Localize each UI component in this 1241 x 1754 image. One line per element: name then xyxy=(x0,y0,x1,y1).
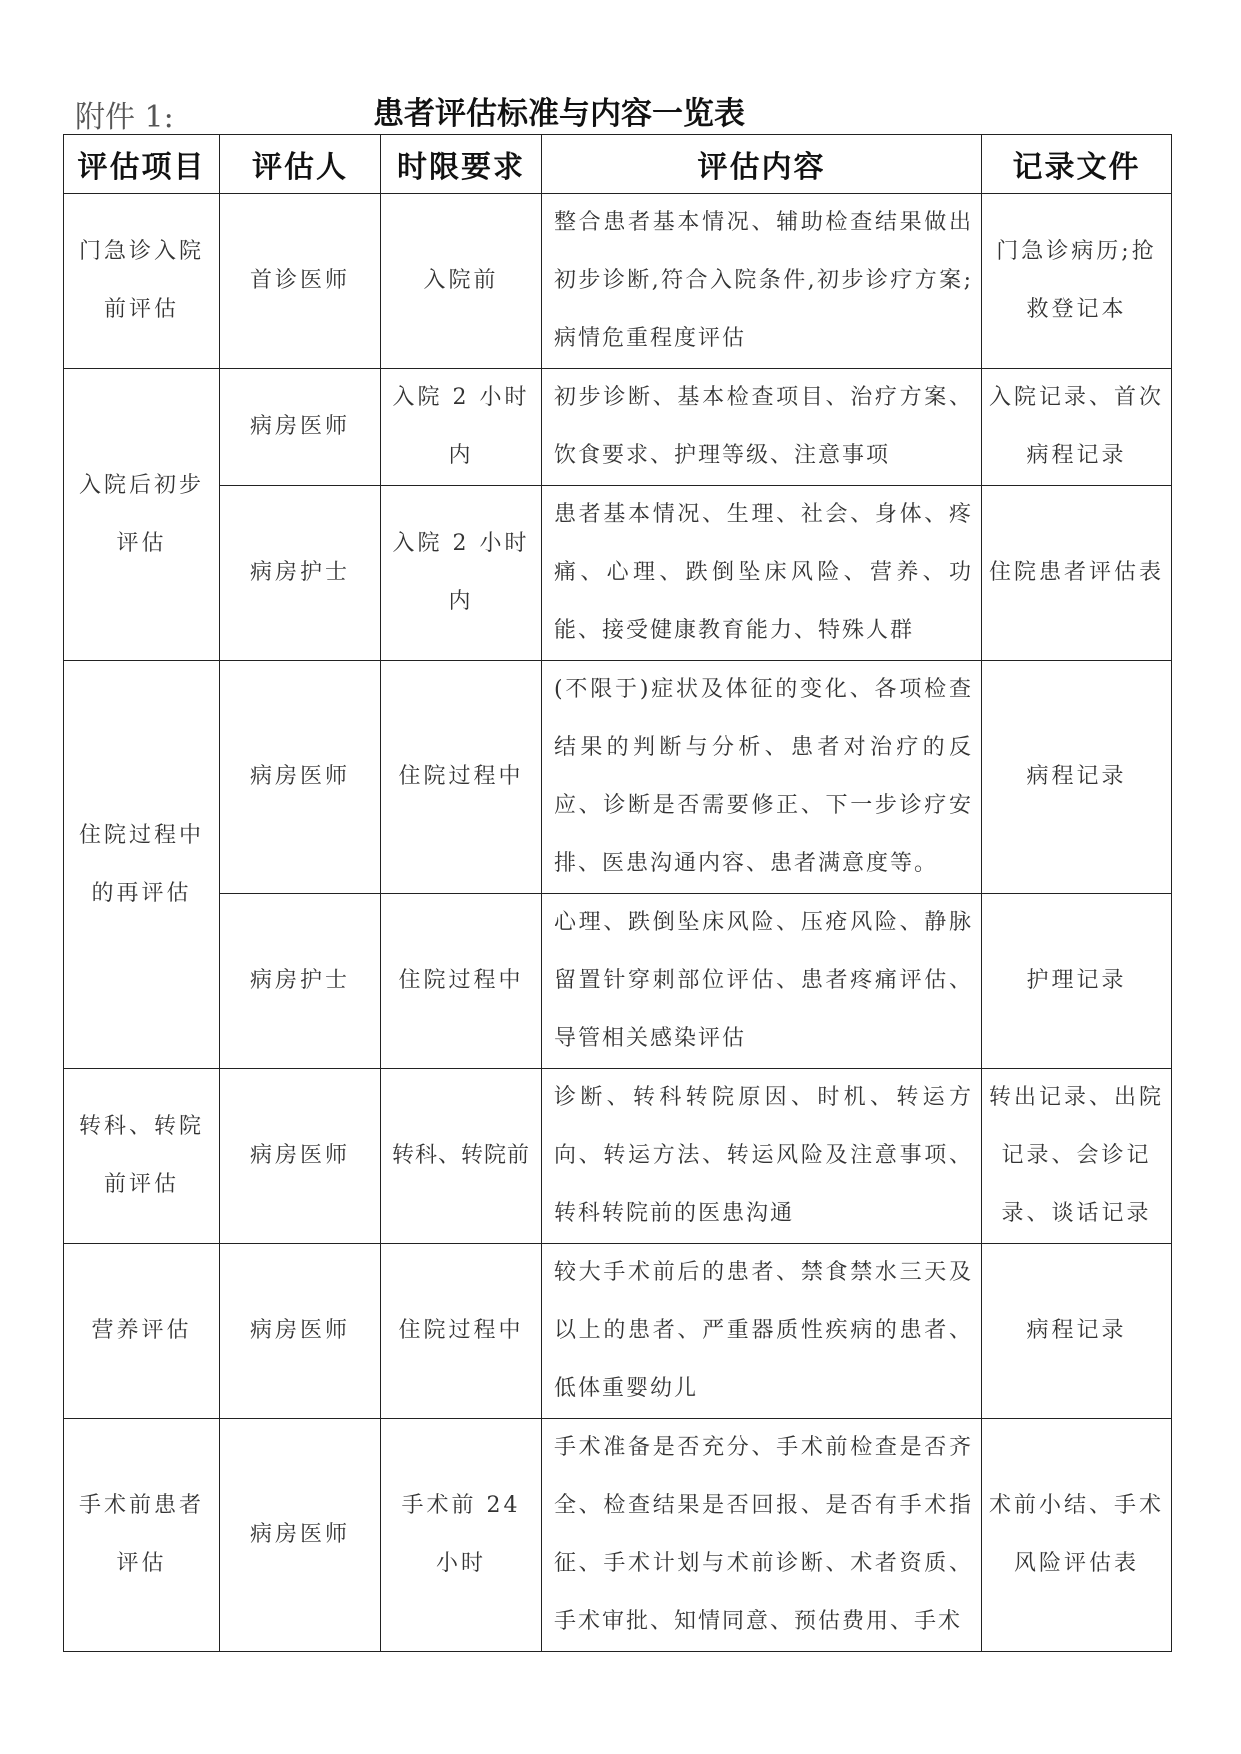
attachment-label: 附件 1: xyxy=(75,100,174,135)
column-header-content: 评估内容 xyxy=(542,135,982,194)
cell-item: 入院后初步评估 xyxy=(64,369,220,661)
cell-time: 入院 2 小时内 xyxy=(381,369,542,486)
cell-record: 入院记录、首次病程记录 xyxy=(982,369,1172,486)
cell-record: 病程记录 xyxy=(982,1244,1172,1419)
column-header-assessor: 评估人 xyxy=(220,135,381,194)
cell-time: 转科、转院前 xyxy=(381,1069,542,1244)
cell-assessor: 首诊医师 xyxy=(220,194,381,369)
document-title: 患者评估标准与内容一览表 xyxy=(373,96,745,132)
cell-content: 患者基本情况、生理、社会、身体、疼痛、心理、跌倒坠床风险、营养、功能、接受健康教育能力、特殊人群 xyxy=(542,486,982,661)
cell-content: 诊断、转科转院原因、时机、转运方向、转运方法、转运风险及注意事项、转科转院前的医患沟通 xyxy=(542,1069,982,1244)
cell-content: 整合患者基本情况、辅助检查结果做出初步诊断,符合入院条件,初步诊疗方案;病情危重程度评估 xyxy=(542,194,982,369)
cell-content: 较大手术前后的患者、禁食禁水三天及以上的患者、严重器质性疾病的患者、低体重婴幼儿 xyxy=(542,1244,982,1419)
cell-item: 门急诊入院前评估 xyxy=(64,194,220,369)
table-row xyxy=(64,894,1172,1069)
cell-record: 住院患者评估表 xyxy=(982,486,1172,661)
cell-content: (不限于)症状及体征的变化、各项检查结果的判断与分析、患者对治疗的反应、诊断是否需要修正、下一步诊疗安排、医患沟通内容、患者满意度等。 xyxy=(542,661,982,894)
title-row xyxy=(75,88,1175,138)
table-header-row xyxy=(64,135,1172,194)
cell-time: 住院过程中 xyxy=(381,661,542,894)
cell-record: 转出记录、出院记录、会诊记录、谈话记录 xyxy=(982,1069,1172,1244)
cell-item: 住院过程中的再评估 xyxy=(64,661,220,1069)
cell-assessor: 病房医师 xyxy=(220,369,381,486)
cell-time: 入院 2 小时内 xyxy=(381,486,542,661)
cell-time: 手术前 24 小时 xyxy=(381,1419,542,1652)
cell-content: 手术准备是否充分、手术前检查是否齐全、检查结果是否回报、是否有手术指征、手术计划与术前诊断、术者资质、手术审批、知情同意、预估费用、手术 xyxy=(542,1419,982,1652)
table-row xyxy=(64,661,1172,894)
cell-item: 转科、转院前评估 xyxy=(64,1069,220,1244)
table-row xyxy=(64,486,1172,661)
assessment-table xyxy=(63,134,1172,1652)
cell-assessor: 病房医师 xyxy=(220,661,381,894)
cell-item: 营养评估 xyxy=(64,1244,220,1419)
table-row xyxy=(64,1069,1172,1244)
cell-time: 入院前 xyxy=(381,194,542,369)
cell-record: 护理记录 xyxy=(982,894,1172,1069)
table-row xyxy=(64,369,1172,486)
table-row xyxy=(64,194,1172,369)
table-row xyxy=(64,1419,1172,1652)
cell-assessor: 病房医师 xyxy=(220,1244,381,1419)
cell-time: 住院过程中 xyxy=(381,894,542,1069)
cell-record: 门急诊病历;抢救登记本 xyxy=(982,194,1172,369)
cell-item: 手术前患者评估 xyxy=(64,1419,220,1652)
cell-content: 心理、跌倒坠床风险、压疮风险、静脉留置针穿刺部位评估、患者疼痛评估、导管相关感染评估 xyxy=(542,894,982,1069)
column-header-time: 时限要求 xyxy=(381,135,542,194)
column-header-item: 评估项目 xyxy=(64,135,220,194)
cell-record: 术前小结、手术风险评估表 xyxy=(982,1419,1172,1652)
column-header-record: 记录文件 xyxy=(982,135,1172,194)
cell-assessor: 病房护士 xyxy=(220,486,381,661)
cell-content: 初步诊断、基本检查项目、治疗方案、饮食要求、护理等级、注意事项 xyxy=(542,369,982,486)
cell-record: 病程记录 xyxy=(982,661,1172,894)
cell-time: 住院过程中 xyxy=(381,1244,542,1419)
table-row xyxy=(64,1244,1172,1419)
cell-assessor: 病房医师 xyxy=(220,1069,381,1244)
cell-assessor: 病房医师 xyxy=(220,1419,381,1652)
cell-assessor: 病房护士 xyxy=(220,894,381,1069)
